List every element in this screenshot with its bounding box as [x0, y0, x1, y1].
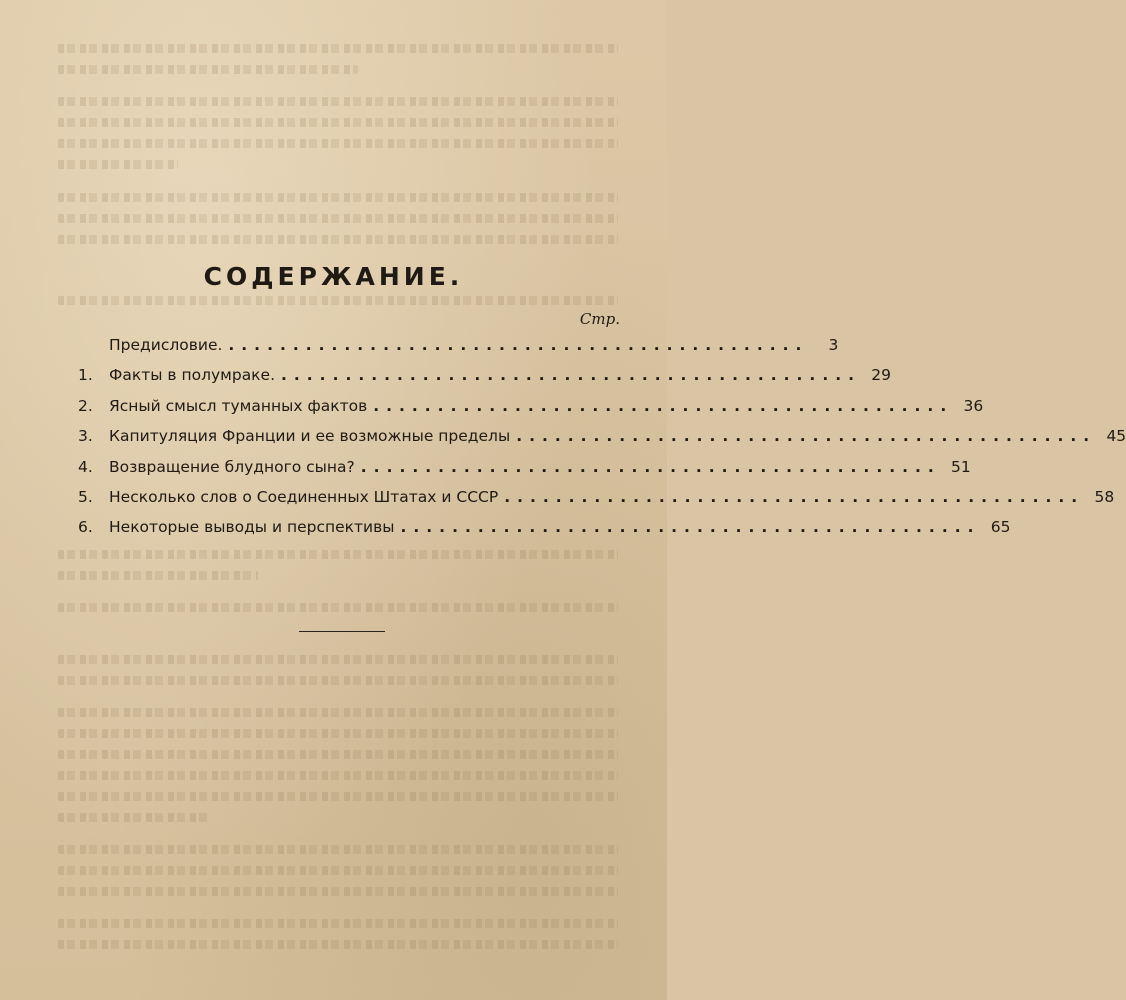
- toc-entry-title: Предисловие.: [109, 336, 223, 354]
- toc-leader-dots: .............................................: [281, 366, 861, 385]
- contents-heading: СОДЕРЖАНИЕ.: [203, 262, 464, 291]
- show-through-line: [58, 65, 358, 74]
- toc-entry-title: Факты в полумраке.: [109, 366, 276, 385]
- show-through-line: [58, 813, 208, 822]
- toc-entry-title: Возвращение блудного сына?: [109, 457, 355, 476]
- toc-entry-number: 5.: [78, 487, 93, 506]
- show-through-line: [58, 655, 618, 664]
- table-of-contents: [78, 330, 1126, 543]
- show-through-line: [58, 603, 618, 612]
- show-through-line: [58, 214, 618, 223]
- toc-entry-number: 4.: [78, 457, 93, 476]
- toc-entry-number: 3.: [78, 427, 93, 446]
- toc-leader-dots: .............................................: [360, 457, 941, 476]
- toc-entry-page: 36: [963, 396, 984, 415]
- show-through-line: [58, 940, 618, 949]
- toc-entry-number: 1.: [78, 366, 93, 385]
- toc-entry-number: 2.: [78, 396, 93, 415]
- show-through-line: [58, 550, 618, 559]
- toc-entry-page: 29: [871, 366, 891, 385]
- toc-entry-title: Капитуляция Франции и ее возможные пределы: [109, 427, 511, 446]
- toc-entry-page: 51: [951, 457, 971, 476]
- show-through-line: [58, 887, 618, 896]
- show-through-line: [58, 866, 618, 875]
- show-through-line: [58, 845, 618, 854]
- toc-entry-page: 58: [1094, 487, 1115, 506]
- section-divider-rule: [299, 631, 385, 632]
- toc-entry: [78, 360, 891, 390]
- show-through-line: [58, 97, 618, 106]
- show-through-line: [58, 708, 618, 717]
- toc-entry: [78, 452, 971, 482]
- toc-entry-page: 45: [1106, 427, 1126, 446]
- show-through-line: [58, 919, 618, 928]
- toc-entry: [78, 421, 1126, 451]
- toc-entry: [78, 512, 1011, 542]
- toc-leader-dots: .............................................: [228, 336, 809, 354]
- show-through-line: [58, 296, 618, 305]
- toc-entry-page: 65: [990, 518, 1011, 537]
- toc-entry-title: Ясный смысл туманных фактов: [109, 396, 368, 415]
- toc-leader-dots: .............................................: [373, 396, 954, 415]
- toc-leader-dots: .............................................: [504, 487, 1085, 506]
- show-through-line: [58, 139, 618, 148]
- toc-leader-dots: .............................................: [516, 427, 1097, 446]
- show-through-line: [58, 44, 618, 53]
- show-through-line: [58, 235, 618, 244]
- show-through-line: [58, 193, 618, 202]
- show-through-line: [58, 771, 618, 780]
- toc-entry-title: Несколько слов о Соединенных Штатах и СССР: [109, 487, 499, 506]
- show-through-line: [58, 676, 618, 685]
- toc-leader-dots: .............................................: [400, 518, 981, 537]
- show-through-line: [58, 792, 618, 801]
- show-through-line: [58, 729, 618, 738]
- toc-entry-title: Некоторые выводы и перспективы: [109, 518, 395, 537]
- page-column-label: Стр.: [579, 310, 620, 328]
- show-through-line: [58, 571, 258, 580]
- show-through-line: [58, 118, 618, 127]
- toc-entry: [78, 482, 1115, 512]
- toc-entry: [78, 391, 984, 421]
- show-through-line: [58, 750, 618, 759]
- toc-entry-number: 6.: [78, 518, 93, 537]
- toc-entry-preface: [78, 330, 839, 360]
- show-through-line: [58, 160, 178, 169]
- toc-entry-page: 3: [828, 336, 839, 354]
